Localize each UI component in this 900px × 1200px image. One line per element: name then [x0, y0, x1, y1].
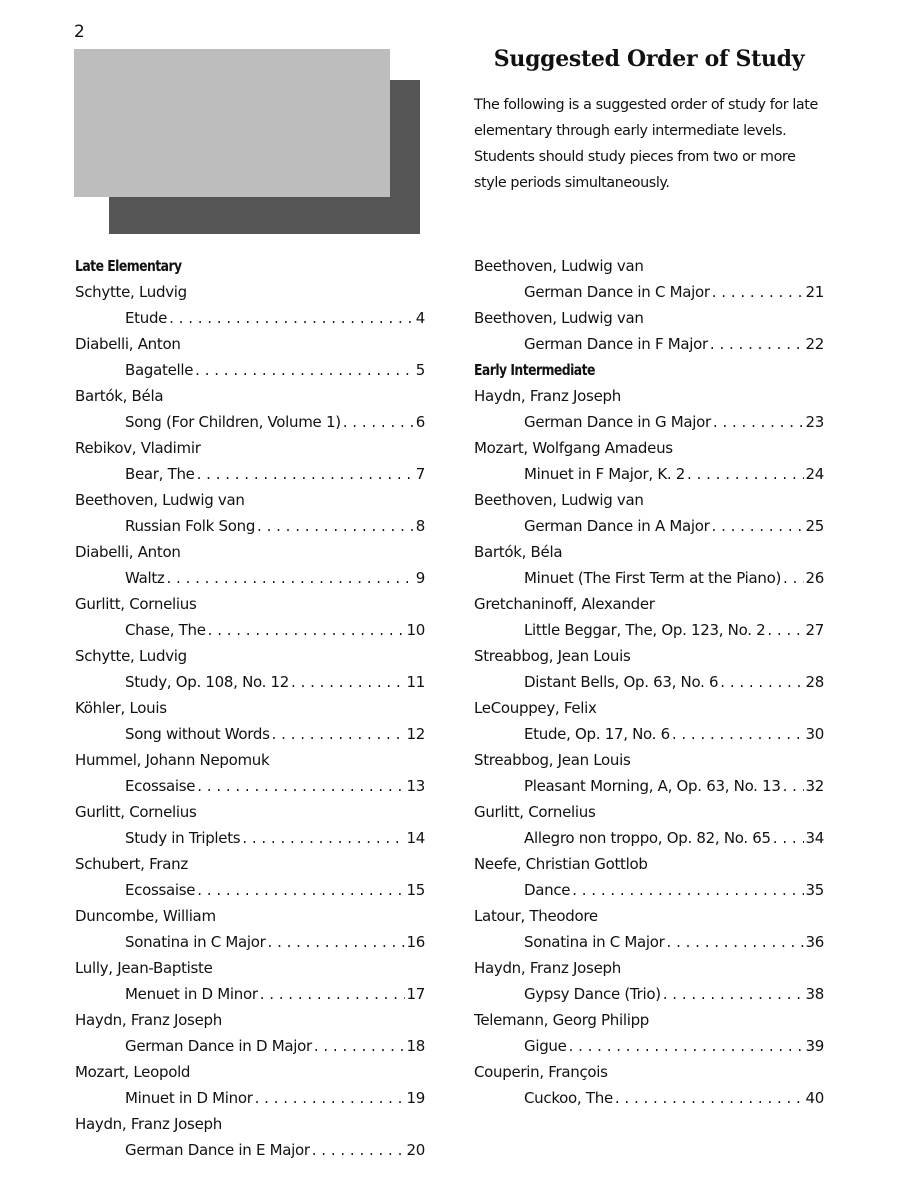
page-ref: 25 [805, 517, 824, 535]
work-title: Minuet in D Minor [125, 1089, 253, 1107]
left-column [75, 253, 425, 1163]
page-ref: 17 [406, 985, 425, 1003]
composer-name: Streabbog, Jean Louis [474, 751, 631, 769]
dot-leader [257, 513, 414, 539]
work-line [75, 461, 425, 487]
dot-leader [268, 929, 405, 955]
dot-leader [242, 825, 404, 851]
page-ref: 14 [406, 829, 425, 847]
dot-leader [169, 305, 414, 331]
study-entry [75, 383, 425, 435]
work-title: Song (For Children, Volume 1) [125, 413, 341, 431]
composer-name: Couperin, François [474, 1063, 608, 1081]
work-line [474, 617, 824, 643]
composer-name: Gretchaninoff, Alexander [474, 595, 655, 613]
work-line [75, 877, 425, 903]
dot-leader [672, 721, 804, 747]
composer-name: Haydn, Franz Joseph [75, 1011, 222, 1029]
dot-leader [255, 1085, 405, 1111]
composer-name: Streabbog, Jean Louis [474, 647, 631, 665]
work-line [75, 1085, 425, 1111]
dot-leader [687, 461, 803, 487]
work-line [75, 409, 425, 435]
study-entry [474, 591, 824, 643]
page-ref: 5 [415, 361, 425, 379]
page-ref: 23 [805, 413, 824, 431]
page-ref: 35 [805, 881, 824, 899]
page-ref: 11 [406, 673, 425, 691]
work-line [75, 357, 425, 383]
dot-leader [291, 669, 404, 695]
work-line [474, 825, 824, 851]
page-ref: 10 [406, 621, 425, 639]
page-ref: 15 [406, 881, 425, 899]
work-title: Ecossaise [125, 881, 196, 899]
work-title: German Dance in C Major [524, 283, 710, 301]
page-ref: 19 [406, 1089, 425, 1107]
work-title: German Dance in F Major [524, 335, 708, 353]
study-entry [75, 799, 425, 851]
work-line [75, 513, 425, 539]
work-line [75, 617, 425, 643]
work-title: Bear, The [125, 465, 195, 483]
dot-leader [260, 981, 405, 1007]
work-title: Pleasant Morning, A, Op. 63, No. 13 [524, 777, 781, 795]
work-title: Little Beggar, The, Op. 123, No. 2 [524, 621, 766, 639]
study-entry [75, 1007, 425, 1059]
work-title: Song without Words [125, 725, 270, 743]
work-title: Bagatelle [125, 361, 194, 379]
late-elementary-continued-list [474, 253, 824, 357]
dot-leader [197, 461, 414, 487]
work-line [474, 565, 824, 591]
study-entry [75, 643, 425, 695]
study-entry [75, 747, 425, 799]
page-ref: 13 [406, 777, 425, 795]
work-title: Study, Op. 108, No. 12 [125, 673, 290, 691]
composer-name: Bartók, Béla [75, 387, 164, 405]
work-title: Gigue [524, 1037, 567, 1055]
composer-name: Diabelli, Anton [75, 335, 181, 353]
composer-name: Bartók, Béla [474, 543, 563, 561]
dot-leader [712, 513, 804, 539]
page-ref: 8 [415, 517, 425, 535]
work-line [75, 773, 425, 799]
work-line [474, 1033, 824, 1059]
study-entry [75, 539, 425, 591]
section-heading-late-elementary: Late Elementary [75, 257, 182, 275]
composer-name: Schytte, Ludvig [75, 647, 187, 665]
work-title: Cuckoo, The [524, 1089, 613, 1107]
composer-name: Beethoven, Ludwig van [474, 491, 644, 509]
work-line [474, 773, 824, 799]
page-ref: 32 [805, 777, 824, 795]
study-entry [75, 435, 425, 487]
study-entry [474, 643, 824, 695]
study-entry [474, 695, 824, 747]
work-title: Russian Folk Song [125, 517, 256, 535]
section-heading-early-intermediate: Early Intermediate [474, 361, 595, 379]
work-line [75, 1137, 425, 1163]
page-ref: 38 [805, 985, 824, 1003]
composer-name: Neefe, Christian Gottlob [474, 855, 648, 873]
dot-leader [195, 357, 414, 383]
work-title: Chase, The [125, 621, 206, 639]
composer-name: Latour, Theodore [474, 907, 598, 925]
study-entry [474, 903, 824, 955]
work-title: Ecossaise [125, 777, 196, 795]
work-title: Etude [125, 309, 168, 327]
dot-leader [197, 877, 404, 903]
page-number: 2 [74, 22, 85, 42]
composer-name: Gurlitt, Cornelius [75, 595, 197, 613]
work-line [474, 1085, 824, 1111]
composer-name: Duncombe, William [75, 907, 216, 925]
composer-name: Mozart, Leopold [75, 1063, 191, 1081]
composer-name: Diabelli, Anton [75, 543, 181, 561]
work-line [75, 825, 425, 851]
work-line [474, 513, 824, 539]
dot-leader [569, 1033, 804, 1059]
page-ref: 26 [805, 569, 824, 587]
work-line [75, 929, 425, 955]
work-title: German Dance in E Major [125, 1141, 310, 1159]
page-ref: 20 [406, 1141, 425, 1159]
page-ref: 39 [805, 1037, 824, 1055]
work-title: German Dance in G Major [524, 413, 711, 431]
work-line [474, 877, 824, 903]
work-title: Allegro non troppo, Op. 82, No. 65 [524, 829, 771, 847]
dot-leader [720, 669, 803, 695]
work-line [474, 721, 824, 747]
composer-name: Gurlitt, Cornelius [474, 803, 596, 821]
work-title: Waltz [125, 569, 165, 587]
dot-leader [197, 773, 404, 799]
study-entry [75, 487, 425, 539]
dot-leader [663, 981, 804, 1007]
composer-name: Telemann, Georg Philipp [474, 1011, 650, 1029]
dot-leader [767, 617, 803, 643]
study-entry [474, 487, 824, 539]
intro-paragraph: The following is a suggested order of study for late elementary through early intermediate levels. Students should study pieces from two or more style periods simultaneously. [474, 97, 818, 191]
dot-leader [572, 877, 803, 903]
work-title: German Dance in A Major [524, 517, 710, 535]
dot-leader [713, 409, 804, 435]
work-title: Study in Triplets [125, 829, 241, 847]
composer-name: Haydn, Franz Joseph [75, 1115, 222, 1133]
composer-name: Schubert, Franz [75, 855, 188, 873]
composer-name: Hummel, Johann Nepomuk [75, 751, 270, 769]
composer-name: Haydn, Franz Joseph [474, 387, 621, 405]
page-ref: 27 [805, 621, 824, 639]
page-ref: 18 [406, 1037, 425, 1055]
early-intermediate-list [474, 383, 824, 1111]
study-entry [75, 955, 425, 1007]
work-line [75, 1033, 425, 1059]
page-ref: 9 [415, 569, 425, 587]
page-ref: 24 [805, 465, 824, 483]
work-line [474, 331, 824, 357]
page-ref: 6 [415, 413, 425, 431]
study-entry [75, 279, 425, 331]
page-ref: 30 [805, 725, 824, 743]
work-title: Distant Bells, Op. 63, No. 6 [524, 673, 719, 691]
page-ref: 7 [415, 465, 425, 483]
composer-name: Gurlitt, Cornelius [75, 803, 197, 821]
work-line [75, 981, 425, 1007]
dot-leader [783, 565, 803, 591]
work-line [474, 279, 824, 305]
study-entry [474, 851, 824, 903]
composer-name: Köhler, Louis [75, 699, 167, 717]
work-line [75, 669, 425, 695]
dot-leader [272, 721, 405, 747]
composer-name: Lully, Jean-Baptiste [75, 959, 213, 977]
composer-name: Beethoven, Ludwig van [474, 309, 644, 327]
study-entry [75, 695, 425, 747]
study-entry [75, 591, 425, 643]
study-entry [474, 305, 824, 357]
study-entry [474, 799, 824, 851]
work-title: Minuet (The First Term at the Piano) [524, 569, 782, 587]
study-entry [75, 1111, 425, 1163]
page-ref: 28 [805, 673, 824, 691]
work-line [75, 721, 425, 747]
work-title: Sonatina in C Major [524, 933, 665, 951]
study-entry [474, 253, 824, 305]
study-entry [474, 383, 824, 435]
study-entry [75, 1059, 425, 1111]
work-title: Minuet in F Major, K. 2 [524, 465, 686, 483]
composer-name: Mozart, Wolfgang Amadeus [474, 439, 673, 457]
composer-name: Beethoven, Ludwig van [474, 257, 644, 275]
right-column [474, 253, 824, 1111]
dot-leader [312, 1137, 405, 1163]
dot-leader [167, 565, 414, 591]
work-line [474, 981, 824, 1007]
dot-leader [773, 825, 804, 851]
work-line [474, 929, 824, 955]
study-entry [474, 747, 824, 799]
composer-name: Beethoven, Ludwig van [75, 491, 245, 509]
work-title: Menuet in D Minor [125, 985, 258, 1003]
page-ref: 22 [805, 335, 824, 353]
study-entry [75, 903, 425, 955]
composer-name: Haydn, Franz Joseph [474, 959, 621, 977]
study-entry [75, 331, 425, 383]
work-title: German Dance in D Major [125, 1037, 312, 1055]
late-elementary-list [75, 279, 425, 1163]
dot-leader [343, 409, 414, 435]
page-ref: 21 [805, 283, 824, 301]
study-entry [474, 1059, 824, 1111]
work-line [75, 565, 425, 591]
work-line [474, 669, 824, 695]
page-ref: 40 [805, 1089, 824, 1107]
composer-name: LeCouppey, Felix [474, 699, 597, 717]
study-entry [75, 851, 425, 903]
page-ref: 36 [805, 933, 824, 951]
study-entry [474, 539, 824, 591]
study-entry [474, 1007, 824, 1059]
dot-leader [314, 1033, 405, 1059]
study-entry [474, 435, 824, 487]
dot-leader [783, 773, 804, 799]
dot-leader [208, 617, 405, 643]
page-ref: 4 [415, 309, 425, 327]
study-entry [474, 955, 824, 1007]
work-line [75, 305, 425, 331]
work-line [474, 461, 824, 487]
dot-leader [667, 929, 804, 955]
page-ref: 16 [406, 933, 425, 951]
dot-leader [712, 279, 804, 305]
dot-leader [710, 331, 804, 357]
page-ref: 34 [805, 829, 824, 847]
composer-name: Schytte, Ludvig [75, 283, 187, 301]
work-title: Gypsy Dance (Trio) [524, 985, 661, 1003]
page-title: Suggested Order of Study [493, 46, 805, 72]
work-title: Etude, Op. 17, No. 6 [524, 725, 670, 743]
dot-leader [615, 1085, 804, 1111]
work-line [474, 409, 824, 435]
work-title: Dance [524, 881, 571, 899]
page-ref: 12 [406, 725, 425, 743]
composer-name: Rebikov, Vladimir [75, 439, 201, 457]
decorative-light-rectangle [74, 49, 390, 197]
work-title: Sonatina in C Major [125, 933, 266, 951]
